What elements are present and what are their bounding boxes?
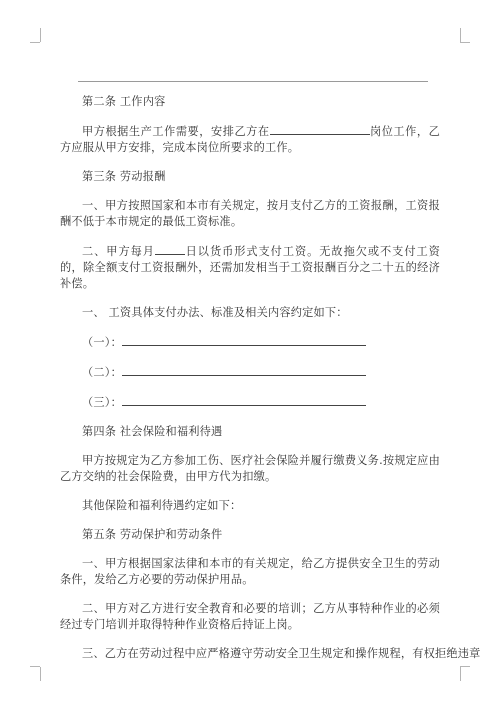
position-blank [270, 123, 370, 135]
wage-item-2-blank [122, 364, 366, 376]
crop-mark-bottom-left-h [30, 666, 40, 667]
wage-item-2 [60, 364, 440, 381]
article5-paragraph-2: 二、甲方对乙方进行安全教育和必要的培训；乙方从事特种作业的必须经过专门培训并取得特种作业资格后持证上岗。 [60, 602, 440, 631]
article2-p1-text-before: 甲方根据生产工作需要，安排乙方在 [82, 125, 270, 138]
article4-paragraph-1: 甲方按规定为乙方参加工伤、医疗社会保险并履行缴费义务.按规定应由乙方交纳的社会保险费，由甲方代为扣缴。 [60, 454, 440, 483]
article4-paragraph-2: 其他保险和福利待遇约定如下： [82, 499, 242, 512]
wage-item-1 [60, 334, 440, 351]
wage-item-2-label: （二）： [82, 366, 122, 379]
crop-mark-top-right-h [460, 42, 470, 43]
crop-mark-bottom-right-v [460, 667, 461, 681]
article5-heading: 第五条 劳动保护和劳动条件 [82, 528, 223, 541]
article3-paragraph-3: 一、 工资具体支付办法、标准及相关内容约定如下： [82, 306, 348, 319]
article3-paragraph-2 [60, 243, 440, 292]
article3-heading: 第三条 劳动报酬 [82, 170, 166, 183]
payday-blank [155, 243, 185, 255]
wage-item-1-blank [122, 334, 366, 346]
article2-heading: 第二条 工作内容 [82, 95, 166, 108]
crop-mark-bottom-right-h [460, 666, 470, 667]
crop-mark-bottom-left-v [40, 667, 41, 681]
article5-paragraph-1: 一、甲方根据国家法律和本市的有关规定，给乙方提供安全卫生的劳动条件，发给乙方必要的劳动保护用品。 [60, 557, 440, 586]
crop-mark-top-left-h [30, 42, 40, 43]
article3-paragraph-1: 一、甲方按照国家和本市有关规定，按月支付乙方的工资报酬，工资报酬不低于本市规定的最低工资标准。 [60, 199, 440, 228]
wage-item-3-blank [122, 394, 366, 406]
header-rule [78, 81, 428, 82]
article2-paragraph-1 [60, 123, 440, 156]
wage-item-3 [60, 394, 440, 411]
document-body [60, 94, 481, 662]
article2-p1-text-after: 岗位工作，乙方应服从甲方安排，完成本岗位所要求的工作。 [60, 125, 441, 154]
article5-paragraph-3: 三、乙方在劳动过程中应严格遵守劳动安全卫生规定和操作规程，有权拒绝违章 [82, 647, 481, 660]
crop-mark-top-right-v [460, 28, 461, 42]
article4-heading: 第四条 社会保险和福利待遇 [82, 425, 223, 438]
crop-mark-top-left-v [40, 28, 41, 42]
article3-p2-text-after: 日以货币形式支付工资。无故拖欠或不支付工资的，除全额支付工资报酬外，还需加发相当于工资报酬百分之二十五的经济补偿。 [60, 245, 440, 290]
article3-p2-text-before: 二、甲方每月 [82, 245, 155, 258]
wage-item-3-label: （三）： [82, 396, 122, 409]
wage-item-1-label: （一）： [82, 336, 122, 349]
